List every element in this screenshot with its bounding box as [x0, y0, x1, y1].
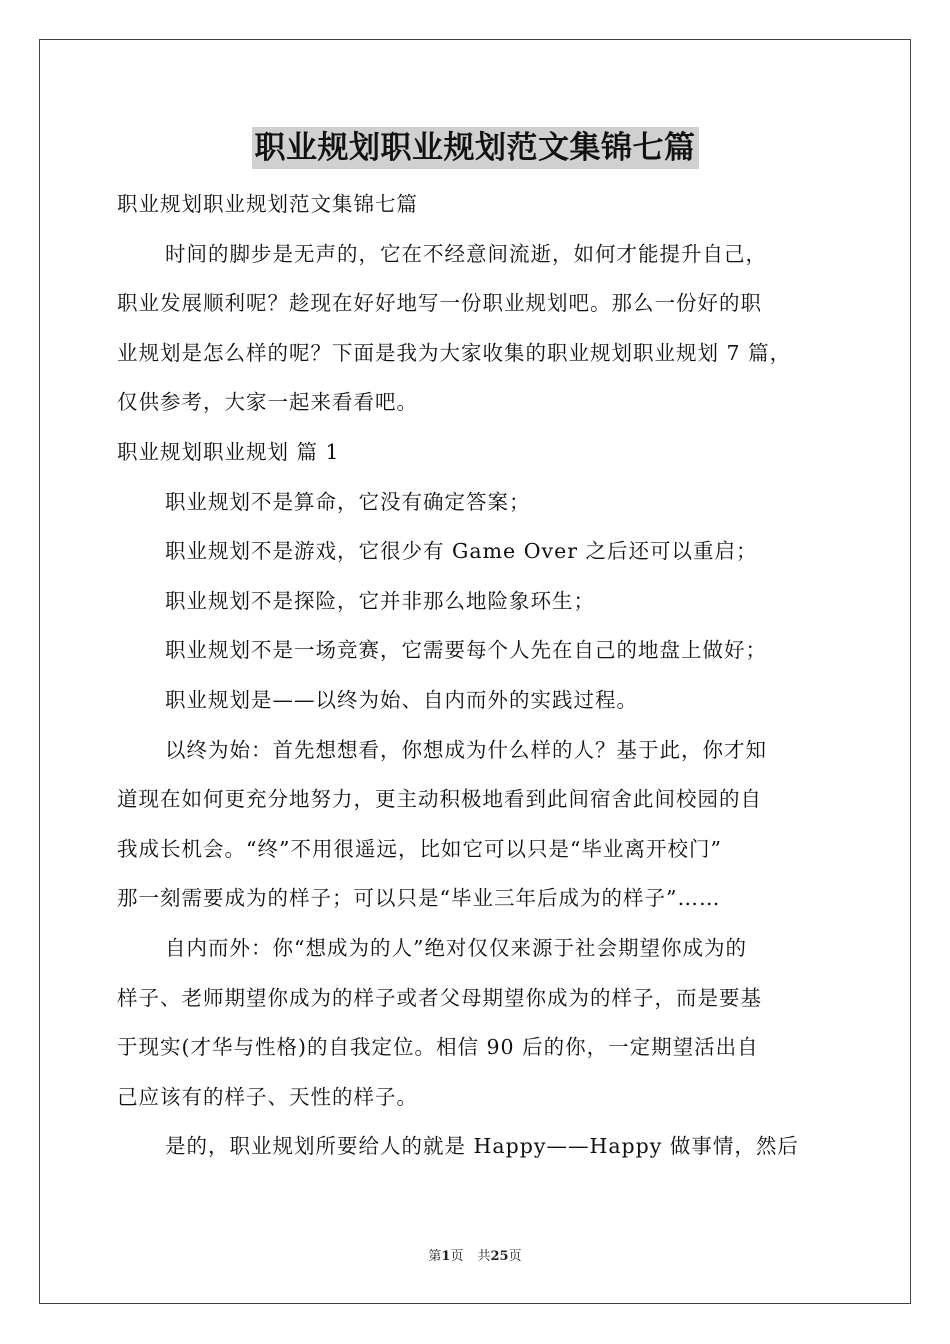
page-footer [0, 1245, 950, 1264]
page-prefix: 第 [428, 1249, 442, 1264]
paragraph-line: 那一刻需要成为的样子；可以只是“毕业三年后成为的样子”…… [117, 886, 721, 911]
paragraph-line: 以终为始：首先想想看，你想成为什么样的人？基于此，你才知 [165, 737, 767, 762]
total-page-count: 25 [490, 1249, 509, 1264]
paragraph-line: 职业规划不是算命，它没有确定答案； [165, 489, 531, 514]
title-container [0, 127, 950, 169]
paragraph-line: 业规划是怎么样的呢？下面是我为大家收集的职业规划职业规划 7 篇， [117, 340, 792, 365]
current-page-number: 1 [441, 1249, 451, 1264]
document-body [117, 180, 839, 1172]
section-heading: 职业规划职业规划 篇 1 [117, 439, 340, 464]
paragraph-line: 己应该有的样子、天性的样子。 [117, 1084, 418, 1109]
paragraph-line: 于现实(才华与性格)的自我定位。相信 90 后的你，一定期望活出自 [117, 1035, 759, 1060]
paragraph-line: 职业发展顺利呢？趁现在好好地写一份职业规划吧。那么一份好的职 [117, 291, 762, 316]
document-title: 职业规划职业规划范文集锦七篇 [252, 127, 699, 169]
paragraph-line: 样子、老师期望你成为的样子或者父母期望你成为的样子，而是要基 [117, 985, 762, 1010]
paragraph-line: 职业规划是——以终为始、自内而外的实践过程。 [165, 687, 638, 712]
paragraph-line: 道现在如何更充分地努力，更主动积极地看到此间宿舍此间校园的自 [117, 787, 762, 812]
paragraph-line: 仅供参考，大家一起来看看吧。 [117, 390, 418, 415]
paragraph-line: 是的，职业规划所要给人的就是 Happy——Happy 做事情，然后 [165, 1134, 799, 1159]
paragraph-line: 职业规划不是一场竞赛，它需要每个人先在自己的地盘上做好； [165, 638, 767, 663]
paragraph-line: 职业规划职业规划范文集锦七篇 [117, 192, 418, 216]
page-unit: 页 [450, 1249, 464, 1264]
paragraph-line: 时间的脚步是无声的，它在不经意间流逝，如何才能提升自己， [165, 241, 767, 266]
paragraph-line: 自内而外：你“想成为的人”绝对仅仅来源于社会期望你成为的 [165, 935, 747, 960]
paragraph-line: 我成长机会。“终”不用很遥远，比如它可以只是“毕业离开校门” [117, 836, 722, 861]
total-unit: 页 [508, 1249, 522, 1264]
paragraph-line: 职业规划不是游戏，它很少有 Game Over 之后还可以重启； [165, 539, 758, 564]
total-prefix: 共 [477, 1249, 491, 1264]
paragraph-line: 职业规划不是探险，它并非那么地险象环生； [165, 588, 595, 613]
